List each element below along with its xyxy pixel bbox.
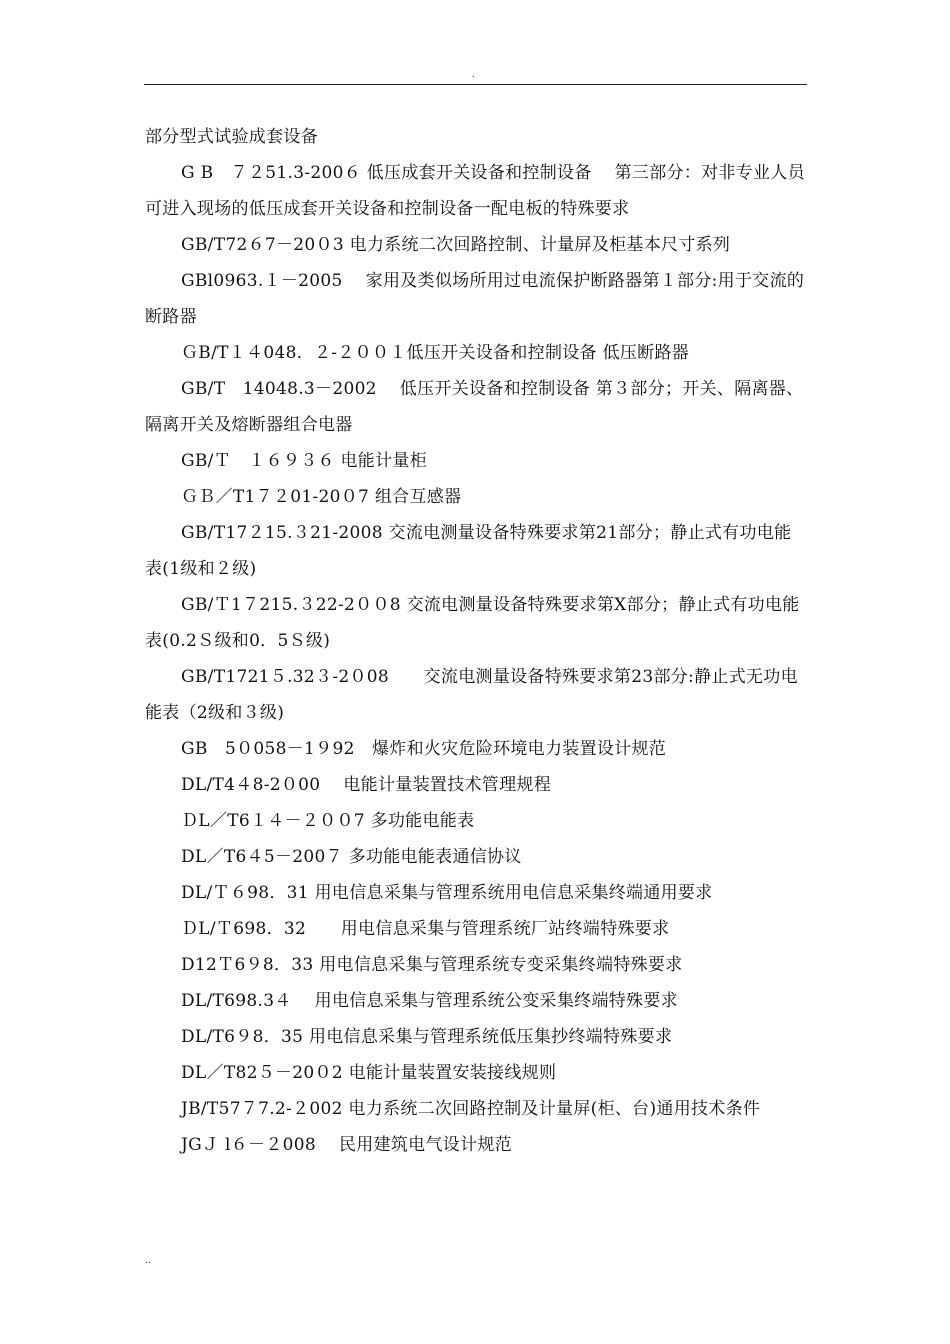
standard-reference-paragraph: ＧＢ／T1７２01-20０7 组合互感器 xyxy=(181,487,462,507)
standard-reference-paragraph: DL/T6９8．35 用电信息采集与管理系统低压集抄终端特殊要求 xyxy=(181,1027,673,1047)
standard-reference-paragraph: DL/Ｔ６98．31 用电信息采集与管理系统用电信息采集终端通用要求 xyxy=(181,883,713,903)
standard-reference-paragraph: JB/T57７7.2-２002 电力系统二次回路控制及计量屏(柜、台)通用技术条件 xyxy=(181,1099,761,1119)
standard-reference-paragraph: ＧB/T１４048．２-２００１低压开关设备和控制设备 低压断路器 xyxy=(181,343,690,363)
standard-reference-paragraph: 部分型式试验成套设备 xyxy=(145,127,318,147)
standard-reference-paragraph: JGＪ l６－２008 民用建筑电气设计规范 xyxy=(181,1135,512,1155)
footer-mark: .. xyxy=(145,1252,151,1266)
header-rule xyxy=(144,84,807,85)
standard-reference-paragraph: GBl0963.１－2005 家用及类似场所用过电流保护断路器第１部分:用于交流的断路器 xyxy=(145,271,805,327)
standard-reference-paragraph: GB/Ｔ1７215.３22-2００8 交流电测量设备特殊要求第X部分；静止式有功电能表(0.2Ｓ级和0．5Ｓ级) xyxy=(145,595,800,651)
standard-reference-paragraph: GB/T 14048.3－2002 低压开关设备和控制设备 第３部分；开关、隔离器、隔离开关及熔断器组合电器 xyxy=(145,379,804,435)
standard-reference-paragraph: DL/T4４8-2０00 电能计量装置技术管理规程 xyxy=(181,775,552,795)
standard-reference-paragraph: GB/T17２15.３21-2008 交流电测量设备特殊要求第21部分；静止式有功电能表(1级和２级) xyxy=(145,523,792,579)
standard-reference-paragraph: ＤL／T6１４－２００7 多功能电能表 xyxy=(181,811,475,831)
standard-reference-paragraph: GB/T72６7－20０3 电力系统二次回路控制、计量屏及柜基本尺寸系列 xyxy=(181,235,731,255)
standard-reference-paragraph: D12Ｔ6９8．33 用电信息采集与管理系统专变采集终端特殊要求 xyxy=(181,955,683,975)
standard-reference-paragraph: ＤL/Ｔ698．32 用电信息采集与管理系统厂站终端特殊要求 xyxy=(181,919,670,939)
standard-reference-paragraph: GB 5０058－1９92 爆炸和火灾危险环境电力装置设计规范 xyxy=(181,739,667,759)
standard-reference-paragraph: GB/T1721５.32３-2０08 交流电测量设备特殊要求第23部分:静止式无功电能表（2级和３级) xyxy=(145,667,798,723)
standard-reference-paragraph: G B ７２51.3-200６ 低压成套开关设备和控制设备 第三部分：对非专业人员可进入现场的低压成套开关设备和控制设备一配电板的特殊要求 xyxy=(145,163,805,219)
header-mark: . xyxy=(472,69,475,80)
standard-reference-paragraph: GB/Ｔ １６９３６ 电能计量柜 xyxy=(181,451,428,471)
standard-reference-paragraph: DL／T6４5－200７ 多功能电能表通信协议 xyxy=(181,847,522,867)
document-body xyxy=(145,119,807,1163)
standard-reference-paragraph: DL／T82５－20０2 电能计量装置安装接线规则 xyxy=(181,1063,557,1083)
standard-reference-paragraph: DL/T698.3４ 用电信息采集与管理系统公变采集终端特殊要求 xyxy=(181,991,678,1011)
